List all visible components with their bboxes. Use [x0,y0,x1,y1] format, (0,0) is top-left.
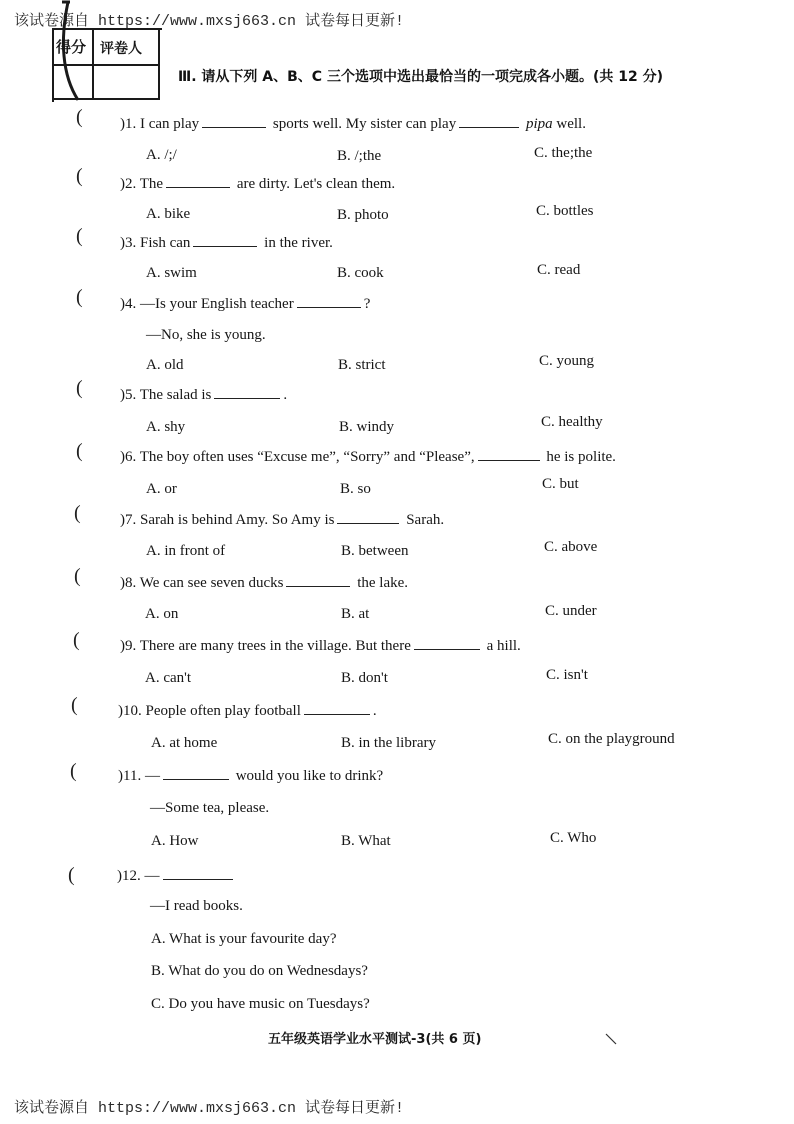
option-c: C. above [544,539,598,555]
question-11-stem [118,768,383,785]
stem-text: Fish can [140,235,191,251]
stem-text: The [139,176,164,192]
question-number: )11. [118,768,142,784]
option-c: C. on the playground [548,731,675,747]
question-number: )4. [120,296,137,312]
question-number: )3. [120,235,137,251]
option-c: C. Who [550,830,597,846]
answer-blank [202,126,266,128]
option-c: C. Do you have music on Tuesdays? [151,996,370,1012]
option-b: B. What do you do on Wednesdays? [151,963,368,979]
stem-text: in the river. [264,235,333,251]
stem-text: are dirty. Let's clean them. [236,176,396,192]
option-b: B. windy [339,419,395,435]
stem-text: sports well. My sister can play [272,116,457,132]
question-12-stem [117,868,236,885]
stem-text: ? [363,296,371,312]
option-c: C. healthy [541,414,603,430]
answer-blank [163,778,229,780]
stem-text: pipa [525,116,553,132]
dialogue-reply: —No, she is young. [146,327,266,343]
question-number: )6. [120,449,137,465]
stem-text: — [144,768,160,784]
question-number: )9. [120,638,137,654]
stem-text: would you like to drink? [235,768,384,784]
stem-text: —Is your English teacher [140,296,294,312]
stem-text: he is polite. [546,449,616,465]
question-4-stem [120,296,370,313]
question-7-stem [120,512,444,529]
option-a: A. or [146,481,177,497]
answer-paren[interactable]: ( [71,694,78,716]
stem-text: a hill. [486,638,521,654]
grader-cell [92,30,160,66]
answer-blank [286,585,350,587]
option-b: B. in the library [341,735,436,751]
score-box [52,28,162,102]
answer-blank [166,186,230,188]
option-a: A. What is your favourite day? [151,931,337,947]
section-title: Ⅲ. 请从下列 A、B、C 三个选项中选出最恰当的一项完成各小题。(共 12 分) [178,69,663,85]
option-a: A. bike [146,206,191,222]
question-number: )8. [120,575,137,591]
option-a: A. can't [145,670,192,686]
question-number: )5. [120,387,137,403]
stem-text: There are many trees in the village. But there [139,638,411,654]
answer-paren[interactable]: ( [68,864,75,886]
option-b: B. cook [337,265,384,281]
stem-text: We can see seven ducks [139,575,284,591]
stem-text: . [283,387,288,403]
stem-text: The boy often uses “Excuse me”, “Sorry” and “Please”, [139,449,475,465]
dialogue-reply: —Some tea, please. [150,800,270,816]
stem-text: Sarah is behind Amy. So Amy is [140,512,335,528]
option-a: A. at home [151,735,218,751]
option-c: C. under [545,603,597,619]
answer-paren[interactable]: ( [76,225,83,247]
answer-blank [214,397,280,399]
score-label: 得分 [56,38,87,56]
option-c: C. read [537,262,581,278]
stem-text: People often play football [145,703,301,719]
option-c: C. isn't [546,667,588,683]
question-9-stem [120,638,521,655]
answer-paren[interactable]: ( [76,286,83,308]
option-b: B. What [341,833,391,849]
answer-paren[interactable]: ( [74,502,81,524]
option-a: A. How [151,833,199,849]
option-a: A. /;/ [146,147,177,163]
stem-text: Sarah. [406,512,445,528]
stem-text: — [144,868,160,884]
question-8-stem [120,575,408,592]
question-5-stem [120,387,287,404]
question-1-stem [120,116,586,133]
answer-blank [193,245,257,247]
option-a: A. old [146,357,184,373]
stem-text: well. [556,116,586,132]
dialogue-reply: —I read books. [150,898,243,914]
option-a: A. swim [146,265,197,281]
question-3-stem [120,235,333,252]
stem-text: . [372,703,377,719]
option-c: C. bottles [536,203,594,219]
option-b: B. don't [341,670,388,686]
answer-blank [163,878,233,880]
option-b: B. between [341,543,409,559]
answer-paren[interactable]: ( [76,440,83,462]
stem-text: I can play [140,116,200,132]
question-number: )1. [120,116,137,132]
page-footer: 五年级英语学业水平测试-3(共 6 页) [268,1032,482,1047]
option-c: C. but [542,476,579,492]
stray-mark-decoration [604,1032,618,1046]
question-number: )2. [120,176,137,192]
answer-blank [297,306,361,308]
answer-blank [337,522,399,524]
answer-blank [478,459,540,461]
option-c: C. young [539,353,595,369]
grader-input-cell[interactable] [92,64,160,100]
option-a: A. shy [146,419,186,435]
option-b: B. at [341,606,370,622]
grader-label: 评卷人 [100,41,142,57]
option-b: B. so [340,481,371,497]
stem-text: the lake. [357,575,409,591]
question-number: )12. [117,868,141,884]
question-2-stem [120,176,395,193]
question-number: )7. [120,512,137,528]
answer-paren[interactable]: ( [76,165,83,187]
option-b: B. /;the [337,148,382,164]
question-number: )10. [118,703,142,719]
stem-text: The salad is [139,387,212,403]
source-banner-bottom: 该试卷源自 https://www.mxsj663.cn 试卷每日更新! [14,1100,405,1117]
question-10-stem [118,703,377,720]
score-cell [54,30,94,66]
score-input-cell[interactable] [54,64,94,100]
answer-paren[interactable]: ( [76,106,83,128]
option-b: B. strict [338,357,386,373]
answer-blank [304,713,370,715]
answer-blank [414,648,480,650]
question-6-stem [120,449,616,466]
option-a: A. in front of [146,543,226,559]
option-c: C. the;the [534,145,593,161]
source-banner-top: 该试卷源自 https://www.mxsj663.cn 试卷每日更新! [14,13,405,30]
option-b: B. photo [337,207,389,223]
answer-paren[interactable]: ( [76,377,83,399]
option-a: A. on [145,606,179,622]
answer-blank [459,126,519,128]
answer-paren[interactable]: ( [73,629,80,651]
answer-paren[interactable]: ( [74,565,81,587]
answer-paren[interactable]: ( [70,760,77,782]
